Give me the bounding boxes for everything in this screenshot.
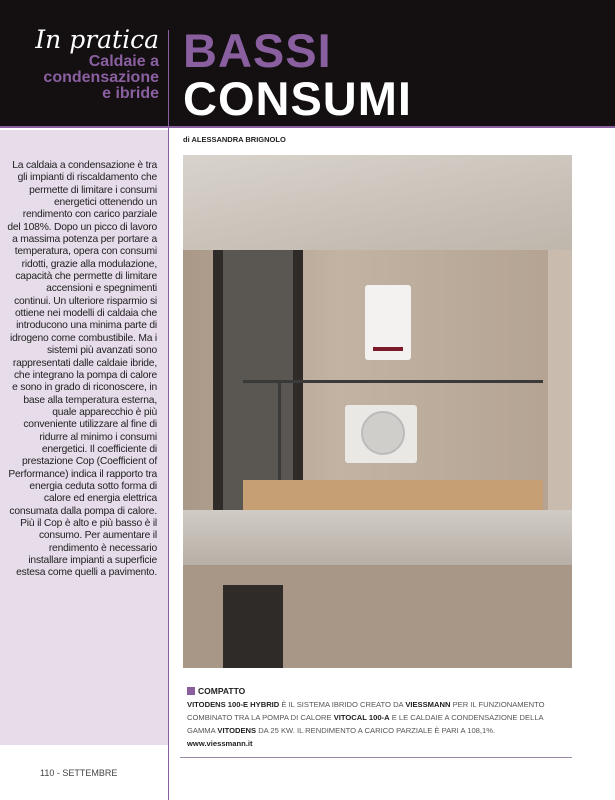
section-sub-2: condensazione (43, 69, 159, 86)
section-sub-1: Caldaie a (88, 53, 159, 70)
square-bullet-icon (187, 687, 195, 695)
caption-text (187, 698, 572, 737)
caption-rule (180, 757, 572, 758)
section-sub-3: e ibride (102, 85, 159, 102)
vertical-rule (168, 30, 169, 800)
caption-span: PER IL FUNZIONAMENTO COMBINATO TRA LA POMPA DI CALORE (187, 700, 545, 722)
caption-span: E LE CALDAIE A CONDENSAZIONE DELLA GAMMA (187, 713, 544, 735)
caption-bold: VITOCAL 100-A (333, 713, 390, 722)
header-band (0, 0, 615, 128)
photo-caption (187, 685, 572, 750)
section-script: In pratica (35, 25, 159, 54)
caption-bold: VITODENS (217, 726, 257, 735)
section-kicker (35, 26, 159, 102)
caption-span: È IL SISTEMA IBRIDO CREATO DA (279, 700, 406, 709)
body-text: La caldaia a condensazione è tra gli impianti di riscaldamento che permette di limitare i consumi energetici ottenendo un rendimento con carico parziale del 108%. Dopo un picco di lavoro a massima potenza per portare a temperatura, opera con consumi ridotti, grazie alla modulazione, capacità che permette di limitare accensioni e spegnimenti continui. Un ulteriore risparmio si ottiene nei modelli di caldaia che introducono una minima parte di idrogeno come combustibile. Ma i sistemi più avanzati sono rappresentati dalle caldaie ibride, che integrano la pompa di calore e sono in grado di riconoscere, in base alla temperatura esterna, quale apparecchio è più conveniente utilizzare al fine di ridurre al minimo i consumi energetici. Il coefficiente di prestazione Cop (Coefficient of Performance) indica il rapporto tra energia ceduta sotto forma di calore ed energia elettrica consumata dalla pompa di calore. Più il Cop è alto e più basso è il consumo. Per aumentare il rendimento è necessario installare impianti a superficie estesa come quelli a pavimento. (7, 160, 157, 579)
caption-url[interactable]: www.viessmann.it (187, 739, 253, 748)
page-folio: 110 - SETTEMBRE (40, 768, 118, 778)
title-line-1: BASSI (183, 24, 332, 77)
title-line-2: CONSUMI (183, 72, 412, 125)
caption-heading (187, 685, 572, 698)
page-title (183, 24, 412, 125)
caption-bold: VITODENS 100-E HYBRID (187, 700, 280, 709)
byline: di ALESSANDRA BRIGNOLO (183, 135, 286, 144)
caption-span: DA 25 KW. IL RENDIMENTO A CARICO PARZIALE È PARI A 108,1%. (256, 726, 496, 735)
balcony-photo (183, 155, 572, 668)
caption-bold: VIESSMANN (405, 700, 451, 709)
caption-heading-text: COMPATTO (198, 686, 246, 696)
